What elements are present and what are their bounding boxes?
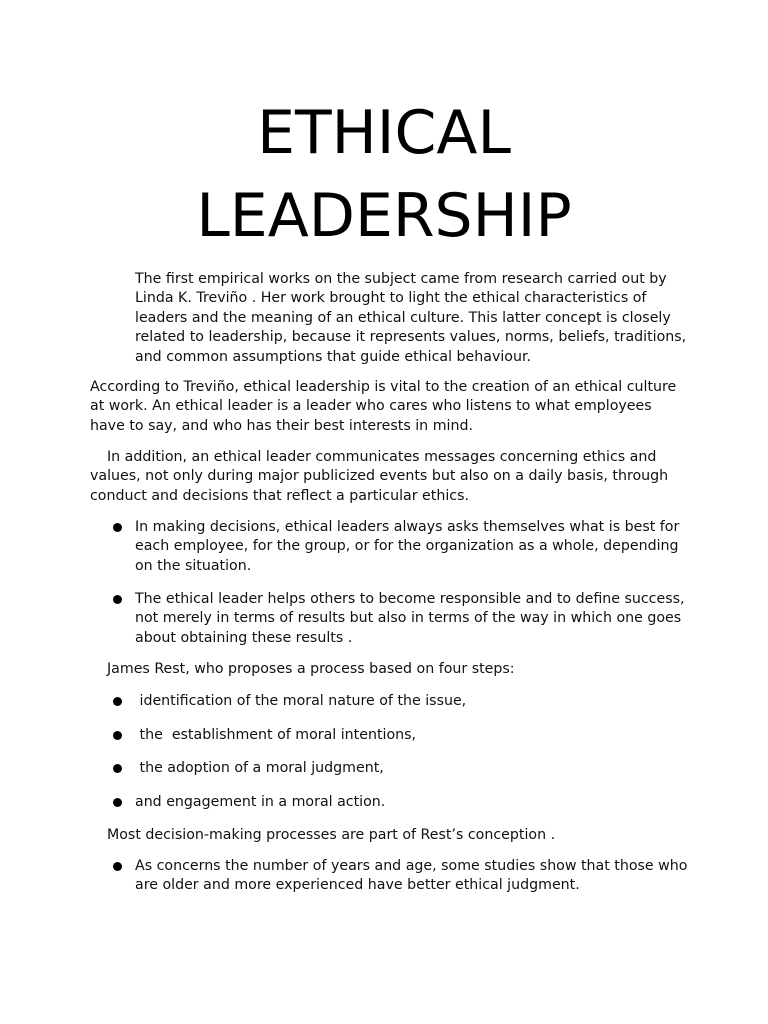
list-item-text: The ethical leader helps others to become responsible and to define success, not merely in terms of results but also in terms of the way in which one goes about obtaining these results . (135, 591, 685, 646)
list-item (135, 692, 695, 711)
title-line-1: ETHICAL (257, 98, 511, 168)
bullet-icon (113, 731, 122, 740)
list-item-text: As concerns the number of years and age, some studies show that those who are older and more experienced have better ethical judgment. (135, 858, 688, 894)
list-item-text: the establishment of moral intentions, (135, 727, 417, 743)
list-item (135, 518, 695, 576)
bullet-icon (113, 862, 122, 871)
title-line-2: LEADERSHIP (196, 181, 572, 251)
intro-paragraph: The first empirical works on the subject came from research carried out by Linda K. Treviño . Her work brought to light the ethical characteristics of leaders and the meaning of an ethical culture. This latter concept is closely related to leadership, because it represents values, norms, beliefs, traditions, and common assumptions that guide ethical behaviour. (135, 271, 687, 365)
list-item (135, 857, 695, 896)
james-rest-line: James Rest, who proposes a process based on four steps: (107, 661, 515, 677)
list-item-text: In making decisions, ethical leaders always asks themselves what is best for each employee, for the group, or for the organization as a whole, depending on the situation. (135, 519, 680, 574)
list-item-text: identification of the moral nature of the issue, (135, 693, 467, 709)
list-item (135, 590, 695, 648)
communication-paragraph: In addition, an ethical leader communicates messages concerning ethics and values, not only during major publicized events but also on a daily basis, through conduct and decisions that reflect a particular ethics. (90, 449, 669, 504)
list-item (135, 759, 695, 778)
list-item (135, 793, 695, 812)
rest-conception-line: Most decision-making processes are part of Rest’s conception . (107, 827, 556, 843)
bullet-icon (113, 697, 122, 706)
bullet-icon (113, 798, 122, 807)
page-title (0, 92, 768, 258)
list-item-text: the adoption of a moral judgment, (135, 760, 384, 776)
trevino-paragraph: According to Treviño, ethical leadership is vital to the creation of an ethical culture at work. An ethical leader is a leader who cares who listens to what employees have to say, and who has their best interests in mind. (90, 379, 677, 434)
list-item (135, 726, 695, 745)
list-item-text: and engagement in a moral action. (135, 794, 386, 810)
bullet-icon (113, 523, 122, 532)
bullet-icon (113, 595, 122, 604)
bullet-icon (113, 764, 122, 773)
